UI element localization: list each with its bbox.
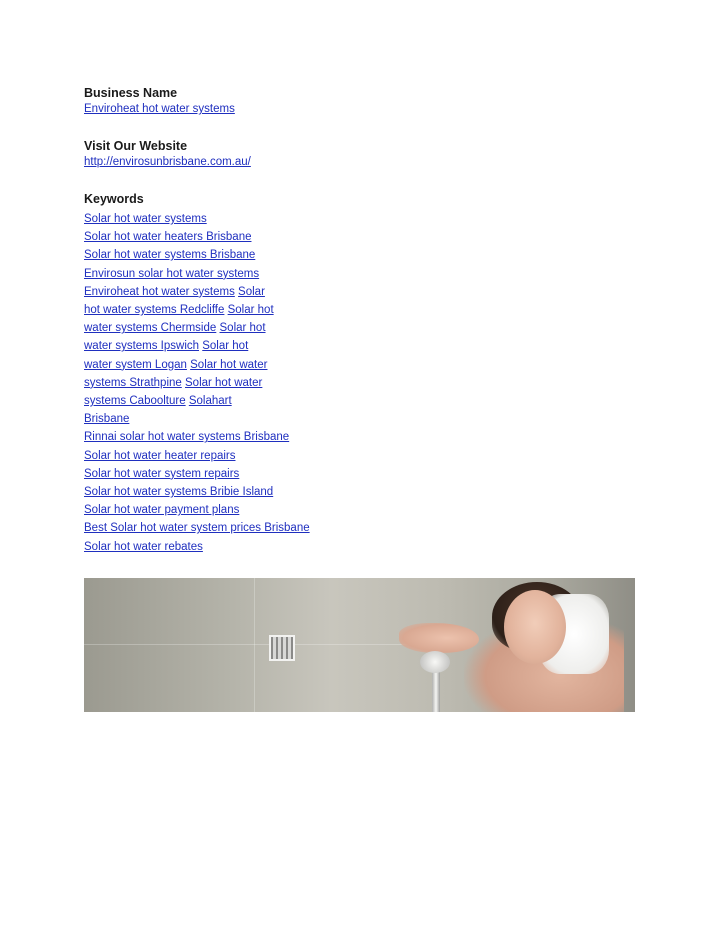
keyword-link[interactable]: Solar hot water systems Redcliffe [84, 285, 265, 317]
business-name-link[interactable]: Enviroheat hot water systems [84, 103, 235, 115]
shower-head-icon [420, 651, 450, 673]
keyword-link[interactable]: Solar hot water rebates [84, 540, 203, 553]
keywords-list [84, 210, 644, 556]
website-heading: Visit Our Website [84, 139, 188, 153]
website-link[interactable]: http://envirosunbrisbane.com.au/ [84, 156, 251, 168]
keywords-heading: Keywords [84, 192, 144, 206]
keyword-link[interactable]: Enviroheat hot water systems [84, 285, 235, 298]
keyword-link[interactable]: Solar hot water system Logan [84, 340, 249, 371]
keyword-link[interactable]: Solar hot water systems Brisbane [84, 249, 256, 262]
keyword-link[interactable]: Solar hot water systems Bribie Island [84, 486, 274, 499]
business-section [84, 85, 644, 118]
shower-photo [84, 578, 635, 712]
keyword-link[interactable]: Solar hot water systems Chermside [84, 304, 274, 335]
keyword-link[interactable]: Solar hot water system repairs [84, 467, 240, 480]
business-name-heading: Business Name [84, 86, 178, 100]
keyword-link[interactable]: Rinnai solar hot water systems Brisbane [84, 431, 290, 444]
drain-icon [269, 635, 295, 661]
person-hands [399, 623, 479, 653]
keyword-link[interactable]: Solar hot water systems Caboolture [84, 376, 263, 408]
keyword-link[interactable]: Best Solar hot water system prices Brisbane [84, 522, 310, 535]
keyword-link[interactable]: Solar hot water systems Strathpine [84, 358, 268, 389]
document-content [84, 85, 644, 576]
keywords-wrapped-block [84, 283, 279, 429]
keywords-section [84, 191, 644, 556]
keyword-link[interactable]: Solar hot water systems [84, 213, 207, 225]
tile-grout-line [84, 644, 414, 645]
keyword-link[interactable]: Solar hot water systems Ipswich [84, 322, 266, 353]
person-face [504, 590, 566, 664]
keyword-link[interactable]: Solar hot water heater repairs [84, 449, 236, 462]
tile-grout-line [254, 578, 255, 712]
keyword-link[interactable]: Solahart Brisbane [84, 395, 232, 426]
keyword-link[interactable]: Solar hot water payment plans [84, 504, 240, 517]
keyword-link[interactable]: Solar hot water heaters Brisbane [84, 231, 252, 244]
website-section [84, 138, 644, 171]
keyword-link[interactable]: Envirosun solar hot water systems [84, 267, 260, 280]
